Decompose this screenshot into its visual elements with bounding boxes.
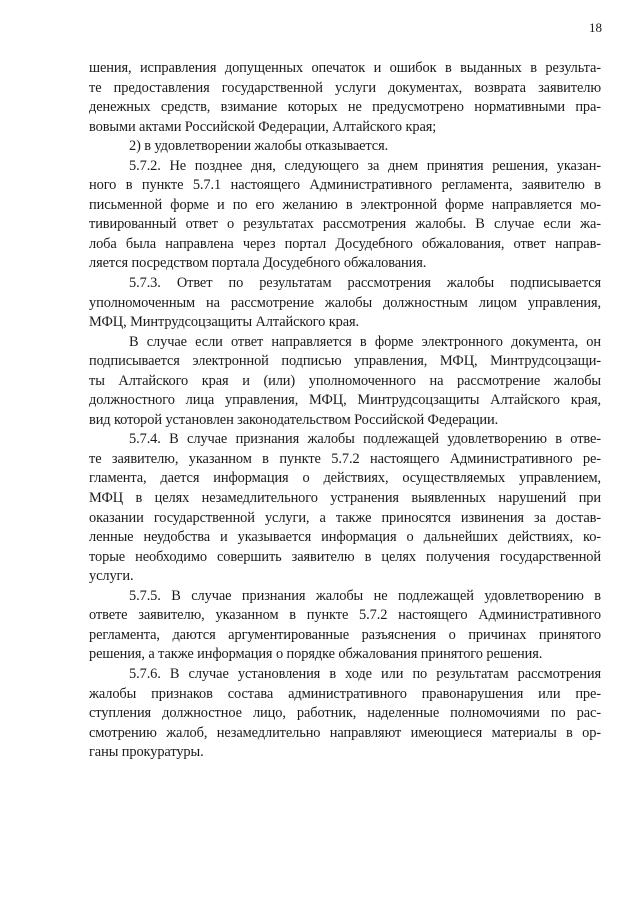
text-line: 5.7.6. В случае установления в ходе или по результатам рассмотрения <box>129 665 601 682</box>
text-line: ты Алтайского края и (или) уполномоченного на рассмотрение жалобы <box>89 372 601 389</box>
paragraph <box>89 157 601 274</box>
text-line: лоба была направлена через портал Досудебного обжалования, ответ направ- <box>89 235 601 252</box>
text-line: регламента, даются аргументированные разъяснения о причинах принятого <box>89 626 601 643</box>
text-line: письменной форме и по его желанию в электронной форме направляется мо- <box>89 196 601 213</box>
paragraph <box>89 333 601 431</box>
text-line: те предоставления государственной услуги документах, возврата заявителю <box>89 79 601 96</box>
text-line: денежных средств, взимание которых не предусмотрено нормативными пра- <box>89 99 601 116</box>
text-line: решения, а также информация о порядке обжалования принятого решения. <box>89 646 543 663</box>
text-line: 2) в удовлетворении жалобы отказывается. <box>129 138 389 155</box>
text-line: шения, исправления допущенных опечаток и ошибок в выданных в результа- <box>89 60 601 76</box>
text-line: должностного лица управления, МФЦ, Минтрудсоцзащиты Алтайского края, <box>89 392 601 409</box>
text-line: ступления должностное лицо, работник, наделенные полномочиями по рас- <box>89 705 601 722</box>
text-line: МФЦ в целях незамедлительного устранения выявленных нарушений при <box>89 490 601 507</box>
text-line: уполномоченным на рассмотрение жалобы должностным лицом управления, <box>89 294 601 311</box>
text-line: ляется посредством портала Досудебного обжалования. <box>89 255 427 272</box>
text-line: 5.7.2. Не позднее дня, следующего за днем принятия решения, указан- <box>129 157 601 174</box>
text-line: подписывается электронной подписью управления, МФЦ, Минтрудсоцзащи- <box>89 353 601 370</box>
text-line: 5.7.3. Ответ по результатам рассмотрения жалобы подписывается <box>129 275 601 292</box>
paragraph <box>89 59 601 137</box>
text-line: вид которой установлен законодательством Российской Федерации. <box>89 411 499 428</box>
text-line: оказании государственной услуги, а также приносятся извинения за достав- <box>89 509 601 526</box>
page-number: 18 <box>589 20 602 35</box>
text-line: жалобы признаков состава административного правонарушения или пре- <box>89 685 601 702</box>
text-line: торые необходимо совершить заявителю в целях получения государственной <box>89 548 601 565</box>
text-line: гламента, дается информация о действиях, осуществляемых управлением, <box>89 470 601 487</box>
text-line: тивированный ответ о результатах рассмотрения жалобы. В случае если жа- <box>89 216 601 233</box>
paragraph <box>89 587 601 665</box>
document-body <box>89 59 601 763</box>
text-line: ганы прокуратуры. <box>89 744 204 761</box>
text-line: ного в пункте 5.7.1 настоящего Административного регламента, заявителю в <box>89 177 601 194</box>
text-line: вовыми актами Российской Федерации, Алтайского края; <box>89 118 437 135</box>
text-line: 5.7.5. В случае признания жалобы не подлежащей удовлетворению в <box>129 587 601 604</box>
paragraph <box>89 665 601 763</box>
text-line: те заявителю, указанном в пункте 5.7.2 настоящего Административного ре- <box>89 450 601 467</box>
paragraph <box>89 430 601 586</box>
text-line: В случае если ответ направляется в форме электронного документа, он <box>129 333 601 350</box>
text-line: смотрению жалоб, незамедлительно направляют имеющиеся материалы в ор- <box>89 724 601 741</box>
text-line: услуги. <box>89 568 134 585</box>
paragraph <box>89 274 601 333</box>
text-line: МФЦ, Минтрудсоцзащиты Алтайского края. <box>89 314 360 331</box>
paragraph <box>89 137 601 157</box>
text-line: ответе заявителю, указанном в пункте 5.7.2 настоящего Административного <box>89 607 601 624</box>
text-line: 5.7.4. В случае признания жалобы подлежащей удовлетворению в отве- <box>129 431 601 448</box>
text-line: ленные неудобства и указывается информация о дальнейших действиях, ко- <box>89 529 601 546</box>
